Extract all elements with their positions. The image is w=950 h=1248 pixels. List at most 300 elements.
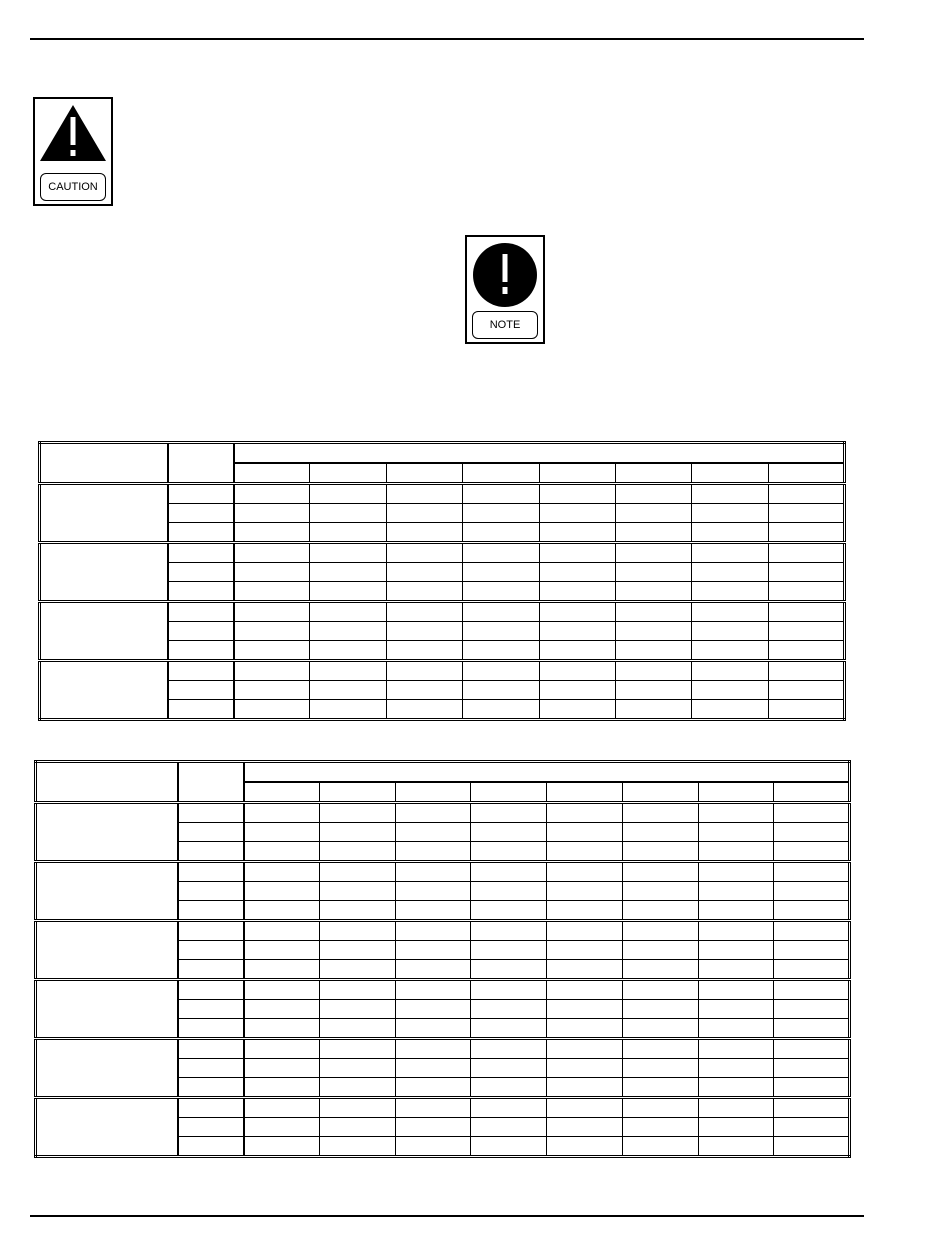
value-cell: [244, 921, 320, 941]
value-cell: [774, 1000, 850, 1019]
value-cell: [244, 862, 320, 882]
value-cell: [692, 661, 768, 681]
subheader-cell: [234, 463, 310, 484]
value-cell: [547, 882, 623, 901]
value-cell: [471, 862, 547, 882]
value-cell: [310, 504, 386, 523]
header-unit-cell: [168, 443, 234, 484]
value-cell: [547, 1019, 623, 1039]
value-cell: [471, 1000, 547, 1019]
group-label-cell: [36, 980, 178, 1039]
unit-cell: [178, 1000, 244, 1019]
value-cell: [692, 543, 768, 563]
value-cell: [547, 1039, 623, 1059]
value-cell: [539, 661, 615, 681]
value-cell: [386, 681, 462, 700]
value-cell: [698, 1137, 774, 1157]
value-cell: [463, 641, 539, 661]
unit-cell: [178, 980, 244, 1000]
value-cell: [768, 523, 844, 543]
group-label-cell: [40, 543, 168, 602]
value-cell: [774, 882, 850, 901]
value-cell: [471, 1118, 547, 1137]
value-cell: [692, 602, 768, 622]
value-cell: [615, 523, 691, 543]
value-cell: [622, 980, 698, 1000]
header-span-cell: [234, 443, 845, 464]
value-cell: [395, 1078, 471, 1098]
header-span-cell: [244, 762, 850, 783]
value-cell: [386, 523, 462, 543]
value-cell: [622, 1019, 698, 1039]
value-cell: [244, 803, 320, 823]
group-label-cell: [36, 1098, 178, 1157]
value-cell: [310, 523, 386, 543]
value-cell: [698, 960, 774, 980]
unit-cell: [178, 803, 244, 823]
value-cell: [463, 484, 539, 504]
header-row: [36, 762, 850, 783]
value-cell: [463, 523, 539, 543]
value-cell: [698, 921, 774, 941]
value-cell: [471, 803, 547, 823]
header-unit-cell: [178, 762, 244, 803]
value-cell: [698, 1019, 774, 1039]
value-cell: [471, 921, 547, 941]
value-cell: [463, 543, 539, 563]
table-row: [40, 661, 845, 681]
value-cell: [774, 921, 850, 941]
value-cell: [234, 700, 310, 720]
unit-cell: [168, 681, 234, 700]
value-cell: [395, 941, 471, 960]
value-cell: [768, 602, 844, 622]
value-cell: [539, 681, 615, 700]
value-cell: [774, 1019, 850, 1039]
value-cell: [319, 1000, 395, 1019]
value-cell: [244, 901, 320, 921]
exclamation-circle-icon: [467, 237, 543, 309]
value-cell: [615, 582, 691, 602]
group-label-cell: [40, 661, 168, 720]
subheader-cell: [547, 782, 623, 803]
value-cell: [244, 1039, 320, 1059]
value-cell: [395, 842, 471, 862]
value-cell: [622, 882, 698, 901]
value-cell: [692, 641, 768, 661]
value-cell: [319, 980, 395, 1000]
value-cell: [386, 622, 462, 641]
value-cell: [547, 803, 623, 823]
value-cell: [395, 1019, 471, 1039]
value-cell: [319, 1039, 395, 1059]
subheader-cell: [539, 463, 615, 484]
value-cell: [768, 563, 844, 582]
value-cell: [319, 901, 395, 921]
value-cell: [774, 842, 850, 862]
value-cell: [244, 960, 320, 980]
group-label-cell: [36, 921, 178, 980]
value-cell: [768, 681, 844, 700]
value-cell: [622, 1000, 698, 1019]
table-row: [40, 543, 845, 563]
value-cell: [395, 1098, 471, 1118]
value-cell: [622, 842, 698, 862]
value-cell: [471, 941, 547, 960]
value-cell: [395, 980, 471, 1000]
value-cell: [395, 1137, 471, 1157]
value-cell: [622, 901, 698, 921]
note-label: NOTE: [472, 311, 538, 339]
value-cell: [244, 1019, 320, 1039]
value-cell: [774, 803, 850, 823]
unit-cell: [178, 901, 244, 921]
value-cell: [698, 1118, 774, 1137]
value-cell: [395, 1118, 471, 1137]
value-cell: [768, 622, 844, 641]
value-cell: [463, 504, 539, 523]
value-cell: [319, 882, 395, 901]
value-cell: [463, 681, 539, 700]
unit-cell: [168, 622, 234, 641]
top-rule: [30, 38, 864, 40]
value-cell: [698, 803, 774, 823]
subheader-cell: [395, 782, 471, 803]
value-cell: [471, 842, 547, 862]
value-cell: [471, 1078, 547, 1098]
value-cell: [234, 681, 310, 700]
value-cell: [547, 901, 623, 921]
value-cell: [244, 941, 320, 960]
value-cell: [319, 960, 395, 980]
value-cell: [692, 523, 768, 543]
value-cell: [539, 700, 615, 720]
value-cell: [615, 622, 691, 641]
unit-cell: [178, 921, 244, 941]
value-cell: [319, 1059, 395, 1078]
value-cell: [698, 823, 774, 842]
value-cell: [698, 901, 774, 921]
unit-cell: [168, 504, 234, 523]
subheader-cell: [471, 782, 547, 803]
value-cell: [319, 803, 395, 823]
group-label-cell: [40, 484, 168, 543]
header-row: [40, 443, 845, 464]
subheader-cell: [768, 463, 844, 484]
value-cell: [547, 862, 623, 882]
value-cell: [310, 661, 386, 681]
caution-label: CAUTION: [40, 173, 106, 201]
value-cell: [692, 582, 768, 602]
value-cell: [774, 862, 850, 882]
value-cell: [622, 862, 698, 882]
value-cell: [471, 1059, 547, 1078]
value-cell: [463, 582, 539, 602]
data-table-1: [38, 441, 846, 721]
value-cell: [547, 960, 623, 980]
unit-cell: [178, 823, 244, 842]
unit-cell: [168, 582, 234, 602]
value-cell: [698, 1000, 774, 1019]
data-table-2: [34, 760, 851, 1158]
value-cell: [698, 882, 774, 901]
value-cell: [463, 602, 539, 622]
subheader-cell: [244, 782, 320, 803]
value-cell: [463, 700, 539, 720]
value-cell: [547, 1078, 623, 1098]
value-cell: [319, 941, 395, 960]
value-cell: [774, 901, 850, 921]
unit-cell: [178, 1098, 244, 1118]
value-cell: [319, 1098, 395, 1118]
value-cell: [386, 602, 462, 622]
value-cell: [234, 523, 310, 543]
value-cell: [698, 842, 774, 862]
unit-cell: [178, 842, 244, 862]
value-cell: [547, 921, 623, 941]
value-cell: [539, 523, 615, 543]
value-cell: [622, 823, 698, 842]
value-cell: [471, 1098, 547, 1118]
value-cell: [395, 823, 471, 842]
value-cell: [615, 484, 691, 504]
unit-cell: [168, 700, 234, 720]
subheader-cell: [386, 463, 462, 484]
value-cell: [234, 543, 310, 563]
value-cell: [244, 1098, 320, 1118]
value-cell: [319, 842, 395, 862]
unit-cell: [168, 543, 234, 563]
table-row: [36, 1039, 850, 1059]
value-cell: [244, 1078, 320, 1098]
value-cell: [698, 1098, 774, 1118]
value-cell: [471, 980, 547, 1000]
group-label-cell: [36, 1039, 178, 1098]
value-cell: [386, 582, 462, 602]
value-cell: [622, 921, 698, 941]
table-row: [36, 862, 850, 882]
value-cell: [395, 1039, 471, 1059]
value-cell: [547, 941, 623, 960]
value-cell: [768, 504, 844, 523]
value-cell: [234, 641, 310, 661]
value-cell: [615, 563, 691, 582]
subheader-cell: [463, 463, 539, 484]
value-cell: [692, 700, 768, 720]
value-cell: [319, 1118, 395, 1137]
value-cell: [622, 1098, 698, 1118]
value-cell: [395, 901, 471, 921]
value-cell: [395, 882, 471, 901]
unit-cell: [178, 1019, 244, 1039]
value-cell: [539, 563, 615, 582]
value-cell: [698, 1059, 774, 1078]
value-cell: [463, 622, 539, 641]
value-cell: [692, 622, 768, 641]
value-cell: [768, 661, 844, 681]
header-label-cell: [36, 762, 178, 803]
value-cell: [622, 960, 698, 980]
value-cell: [622, 1118, 698, 1137]
value-cell: [234, 661, 310, 681]
value-cell: [244, 1118, 320, 1137]
value-cell: [615, 681, 691, 700]
value-cell: [539, 504, 615, 523]
value-cell: [310, 543, 386, 563]
value-cell: [386, 700, 462, 720]
value-cell: [768, 641, 844, 661]
caution-sign: [33, 97, 113, 206]
value-cell: [547, 823, 623, 842]
value-cell: [774, 960, 850, 980]
unit-cell: [178, 941, 244, 960]
value-cell: [310, 602, 386, 622]
unit-cell: [178, 960, 244, 980]
value-cell: [622, 1039, 698, 1059]
value-cell: [774, 1039, 850, 1059]
value-cell: [319, 862, 395, 882]
unit-cell: [178, 882, 244, 901]
value-cell: [547, 1000, 623, 1019]
unit-cell: [178, 1039, 244, 1059]
value-cell: [395, 803, 471, 823]
value-cell: [539, 582, 615, 602]
value-cell: [698, 862, 774, 882]
warning-triangle-icon: [35, 99, 111, 171]
value-cell: [471, 1019, 547, 1039]
value-cell: [244, 823, 320, 842]
unit-cell: [168, 602, 234, 622]
unit-cell: [178, 1137, 244, 1157]
value-cell: [310, 700, 386, 720]
value-cell: [774, 1118, 850, 1137]
value-cell: [395, 921, 471, 941]
value-cell: [463, 661, 539, 681]
unit-cell: [178, 1118, 244, 1137]
unit-cell: [168, 484, 234, 504]
value-cell: [244, 1137, 320, 1157]
table-row: [36, 921, 850, 941]
value-cell: [615, 641, 691, 661]
value-cell: [547, 1098, 623, 1118]
value-cell: [319, 1078, 395, 1098]
value-cell: [698, 941, 774, 960]
subheader-cell: [615, 463, 691, 484]
value-cell: [774, 823, 850, 842]
value-cell: [386, 543, 462, 563]
value-cell: [319, 1019, 395, 1039]
value-cell: [234, 582, 310, 602]
value-cell: [395, 960, 471, 980]
value-cell: [386, 504, 462, 523]
group-label-cell: [40, 602, 168, 661]
value-cell: [692, 681, 768, 700]
value-cell: [471, 1137, 547, 1157]
value-cell: [622, 1059, 698, 1078]
value-cell: [547, 980, 623, 1000]
value-cell: [244, 980, 320, 1000]
group-label-cell: [36, 803, 178, 862]
value-cell: [539, 622, 615, 641]
unit-cell: [168, 563, 234, 582]
value-cell: [463, 563, 539, 582]
value-cell: [774, 1098, 850, 1118]
unit-cell: [168, 523, 234, 543]
table-row: [40, 602, 845, 622]
value-cell: [615, 504, 691, 523]
value-cell: [310, 484, 386, 504]
value-cell: [395, 862, 471, 882]
value-cell: [547, 1059, 623, 1078]
value-cell: [234, 602, 310, 622]
subheader-cell: [774, 782, 850, 803]
value-cell: [319, 823, 395, 842]
value-cell: [692, 563, 768, 582]
value-cell: [774, 1078, 850, 1098]
value-cell: [692, 484, 768, 504]
value-cell: [768, 582, 844, 602]
value-cell: [768, 700, 844, 720]
table-row: [40, 484, 845, 504]
value-cell: [768, 543, 844, 563]
value-cell: [698, 980, 774, 1000]
value-cell: [310, 622, 386, 641]
subheader-cell: [698, 782, 774, 803]
subheader-cell: [310, 463, 386, 484]
table-row: [36, 1098, 850, 1118]
value-cell: [310, 582, 386, 602]
value-cell: [234, 484, 310, 504]
unit-cell: [178, 1059, 244, 1078]
value-cell: [547, 1137, 623, 1157]
value-cell: [234, 622, 310, 641]
value-cell: [244, 1059, 320, 1078]
subheader-cell: [692, 463, 768, 484]
subheader-cell: [319, 782, 395, 803]
value-cell: [244, 1000, 320, 1019]
value-cell: [774, 1137, 850, 1157]
value-cell: [692, 504, 768, 523]
value-cell: [539, 641, 615, 661]
value-cell: [622, 941, 698, 960]
value-cell: [319, 1137, 395, 1157]
subheader-cell: [622, 782, 698, 803]
value-cell: [774, 941, 850, 960]
value-cell: [471, 1039, 547, 1059]
value-cell: [774, 980, 850, 1000]
value-cell: [539, 484, 615, 504]
value-cell: [698, 1039, 774, 1059]
value-cell: [622, 1078, 698, 1098]
value-cell: [310, 681, 386, 700]
value-cell: [471, 823, 547, 842]
value-cell: [615, 543, 691, 563]
value-cell: [471, 882, 547, 901]
value-cell: [310, 563, 386, 582]
value-cell: [471, 960, 547, 980]
table-row: [36, 980, 850, 1000]
value-cell: [234, 563, 310, 582]
value-cell: [539, 543, 615, 563]
unit-cell: [178, 1078, 244, 1098]
unit-cell: [168, 641, 234, 661]
value-cell: [547, 1118, 623, 1137]
note-sign: [465, 235, 545, 344]
value-cell: [386, 563, 462, 582]
value-cell: [395, 1000, 471, 1019]
value-cell: [395, 1059, 471, 1078]
value-cell: [319, 921, 395, 941]
